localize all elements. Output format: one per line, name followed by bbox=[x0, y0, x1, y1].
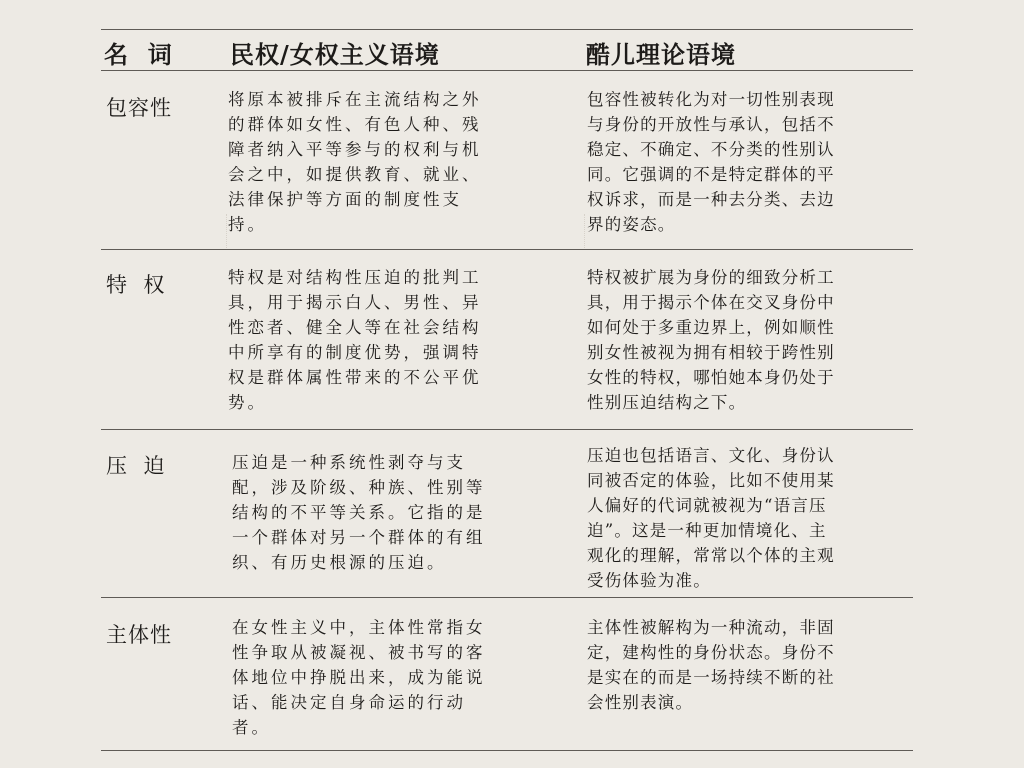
row-oppression-feminism: 压迫是一种系统性剥夺与支 配，涉及阶级、种族、性别等 结构的不平等关系。它指的是 一个群体对另一个群体的有组 织、有历史根源的压迫。 bbox=[232, 453, 486, 572]
header-bottom-rule bbox=[101, 70, 913, 71]
header-term: 名 词 bbox=[104, 40, 173, 69]
table-top-rule bbox=[101, 29, 913, 30]
row-subjectivity-feminism: 在女性主义中，主体性常指女 性争取从被凝视、被书写的客 体地位中挣脱出来，成为能说 话、能决定自身命运的行动 者。 bbox=[232, 618, 486, 737]
header-feminism-context: 民权/女权主义语境 bbox=[230, 40, 440, 69]
header-queer-context: 酷儿理论语境 bbox=[586, 40, 736, 69]
row-inclusivity-feminism: 将原本被排斥在主流结构之外 的群体如女性、有色人种、残 障者纳入平等参与的权利与机 会之中，如提供教育、就业、 法律保护等方面的制度性支 持。 bbox=[228, 90, 482, 234]
row-inclusivity-queer: 包容性被转化为对一切性别表现 与身份的开放性与承认，包括不 稳定、不确定、不分类的性别认 同。它强调的不是特定群体的平 权诉求，而是一种去分类、去边 界的姿态。 bbox=[587, 90, 835, 234]
row-subjectivity-queer: 主体性被解构为一种流动，非固 定，建构性的身份状态。身份不 是实在的而是一场持续不断的社 会性别表演。 bbox=[587, 618, 835, 712]
term-inclusivity: 包容性 bbox=[106, 96, 172, 120]
row-divider bbox=[101, 429, 913, 430]
row-privilege-queer: 特权被扩展为身份的细致分析工 具，用于揭示个体在交叉身份中 如何处于多重边界上，例如顺性 别女性被视为拥有相较于跨性别 女性的特权，哪怕她本身仍处于 性别压迫结构之下。 bbox=[587, 268, 835, 412]
term-oppression: 压 迫 bbox=[106, 454, 166, 478]
column-guide bbox=[226, 214, 227, 248]
term-privilege: 特 权 bbox=[106, 273, 166, 297]
column-guide bbox=[584, 214, 585, 248]
term-subjectivity: 主体性 bbox=[106, 623, 172, 647]
row-divider bbox=[101, 597, 913, 598]
row-divider bbox=[101, 249, 913, 250]
row-oppression-queer: 压迫也包括语言、文化、身份认 同被否定的体验，比如不使用某 人偏好的代词就被视为“语言压 迫”。这是一种更加情境化、主 观化的理解，常常以个体的主观 受伤体验为准。 bbox=[587, 446, 835, 590]
row-privilege-feminism: 特权是对结构性压迫的批判工 具，用于揭示白人、男性、异 性恋者、健全人等在社会结构 中所享有的制度优势，强调特 权是群体属性带来的不公平优 势。 bbox=[228, 268, 482, 412]
table-bottom-rule bbox=[101, 750, 913, 751]
